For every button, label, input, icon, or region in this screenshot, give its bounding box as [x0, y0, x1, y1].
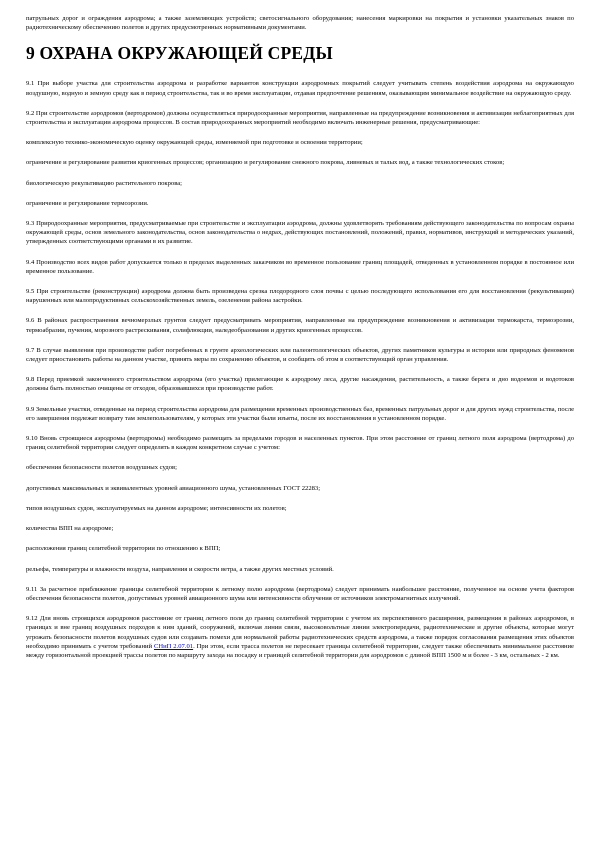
- paragraph: 9.11 За расчетное приближение границы селитебной территории к летному полю аэродрома (вертодрома) следует принимать наибольшее расстояние, полученное на основе учета факторов обеспечения безопасности полетов, допустимых уровней авиационного шума или интенсивности облучения от источников электромагнитных излучений.: [26, 585, 574, 602]
- paragraph: 9.10 Вновь строящиеся аэродромы (вертодромы) необходимо размещать за пределами городов и населенных пунктов. При этом расстояние от границ летного поля аэродрома (вертодрома) до границ селитебной территории следует определять в каждом конкретном случае с учетом:: [26, 435, 574, 452]
- paragraph: 9.8 Перед приемкой законченного строительством аэродрома (его участка) прилегающие к аэродрому леса, другие насаждения, растительность, а также берега и дно водоемов и водотоков должны быть полностью очищены от отходов, образовавшихся при производстве работ.: [26, 376, 574, 393]
- paragraph: расположения границ селитебной территории по отношению к ВПП;: [26, 545, 221, 553]
- intro-text: патрульных дорог и ограждения аэродрома; а также заземляющих устройств; светосигнального оборудования; нанесения маркировки на покрытия и установки указательных знаков по радиотехническому обеспечению полетов и других предусмотренных нормативными документами.: [26, 15, 574, 32]
- paragraph-9-12-tail: . При этом, если трасса полетов не пересекает границы селитебной территории, следует также обеспечивать минимальное расстояние между горизонтальной проекцией трассы полетов по маршруту захода на посадку и границей селитебной территории для аэродромов с длиной ВПП 1500 м и более - 3 км, остальных - 2 км.: [26, 642, 574, 659]
- paragraph: ограничение и регулирование развития криогенных процессов; организацию и регулирование снежного покрова, ливневых и талых вод, а также технологических стоков;: [26, 159, 505, 167]
- paragraph: количества ВПП на аэродроме;: [26, 525, 114, 533]
- paragraph: обеспечения безопасности полетов воздушных судов;: [26, 464, 177, 472]
- paragraph: комплексную технико-экономическую оценку окружающей среды, изменяемой при подготовке и освоении территории;: [26, 139, 363, 147]
- paragraph: 9.1 При выборе участка для строительства аэродрома и разработке вариантов конструкции аэродромных покрытий следует учитывать степень воздействия аэродрома на окружающую воздушную, водную и земную среду как в период строительства, так и во время эксплуатации, отдавая предпочтение решениям, оказывающим минимальное воздействие на окружающую среду.: [26, 80, 574, 97]
- paragraph: 9.6 В районах распространения вечномерзлых грунтов следует предусматривать мероприятия, направленные на предупреждение возникновения и активизации термокарста, термоэрозии, термоабразии, пучения, морозного растрескивания, солифлюкции, наледеобразования и других криогенных процессов.: [26, 317, 574, 334]
- paragraph-list: [26, 79, 574, 603]
- paragraph: 9.5 При строительстве (реконструкции) аэродрома должна быть произведена срезка плодородного слоя почвы с целью последующего использования его для восстановления (рекультивации) нарушенных или малопродуктивных сельскохозяйственных земель, озеленения района застройки.: [26, 288, 574, 305]
- snip-link[interactable]: СНиП 2.07.01: [153, 642, 194, 650]
- paragraph: биологическую рекультивацию растительного покрова;: [26, 179, 182, 187]
- paragraph-9-12-text: 9.12 Для вновь строящихся аэродромов расстояние от границ летного поля до границ селитебной территории с учетом их перспективного расширения, размещения в районах аэродромов, в границах и вне границ воздушных подходов к ним зданий, сооружений, включая линии связи, высоковольтные линии электропередачи, радиотехнические и другие объекты, которые могут угрожать безопасности полетов воздушных судов или создавать помехи для нормальной работы радиотехнических средств аэродрома, а также порядок согласования размещения этих объектов необходимо принимать с учетом требований: [26, 615, 574, 650]
- paragraph: 9.4 Производство всех видов работ допускается только в пределах выделенных заказчиком во временное пользование границ площадей, отведенных в установленном порядке в постоянное или временное пользование.: [26, 258, 574, 275]
- paragraph: допустимых максимальных и эквивалентных уровней авиационного шума, установленных ГОСТ 22283;: [26, 484, 321, 492]
- paragraph: ограничение и регулирование термоэрозии.: [26, 199, 149, 207]
- paragraph: типов воздушных судов, эксплуатируемых на данном аэродроме; интенсивности их полетов;: [26, 504, 287, 512]
- paragraph: 9.3 Природоохранные мероприятия, предусматриваемые при строительстве и эксплуатации аэродрома, должны удовлетворять требованиям действующего законодательства по вопросам охраны окружающей среды, основ земельного законодательства, основ законодательства о недрах, действующих постановлений, положений, правил, нормативов, инструкций и методических указаний, утвержденных соответствующими органами в их развитие.: [26, 220, 574, 246]
- paragraph: 9.9 Земельные участки, отведенные на период строительства аэродрома для размещения временных производственных баз, временных патрульных дорог и для других нужд строительства, после его завершения подлежат возврату там землепользователям, у которых эти участки были изъяты, после их восстановления в установленном порядке.: [26, 405, 574, 422]
- section-heading: 9 ОХРАНА ОКРУЖАЮЩЕЙ СРЕДЫ: [26, 43, 333, 64]
- document-page: [26, 14, 574, 671]
- paragraph: рельефа, температуры и влажности воздуха, направления и скорости ветра, а также других местных условий.: [26, 565, 334, 573]
- paragraph-9-12: [26, 614, 574, 660]
- paragraph: 9.7 В случае выявления при производстве работ погребенных в грунте археологических или палеонтологических объектов, других памятников культуры и истории или природных феноменов следует приостановить работы на данном участке, принять меры по сохранению объектов, и сообщить об этом в соответствующий орган управления.: [26, 346, 574, 364]
- paragraph: 9.2 При строительстве аэродромов (вертодромов) должны осуществляться природоохранные мероприятия, направленные на предупреждение возникновения и активизации неблагоприятных для строительства и эксплуатации аэродрома процессов. В состав природоохранных мероприятий необходимо включать инженерные решения, предусматривающие:: [26, 109, 574, 127]
